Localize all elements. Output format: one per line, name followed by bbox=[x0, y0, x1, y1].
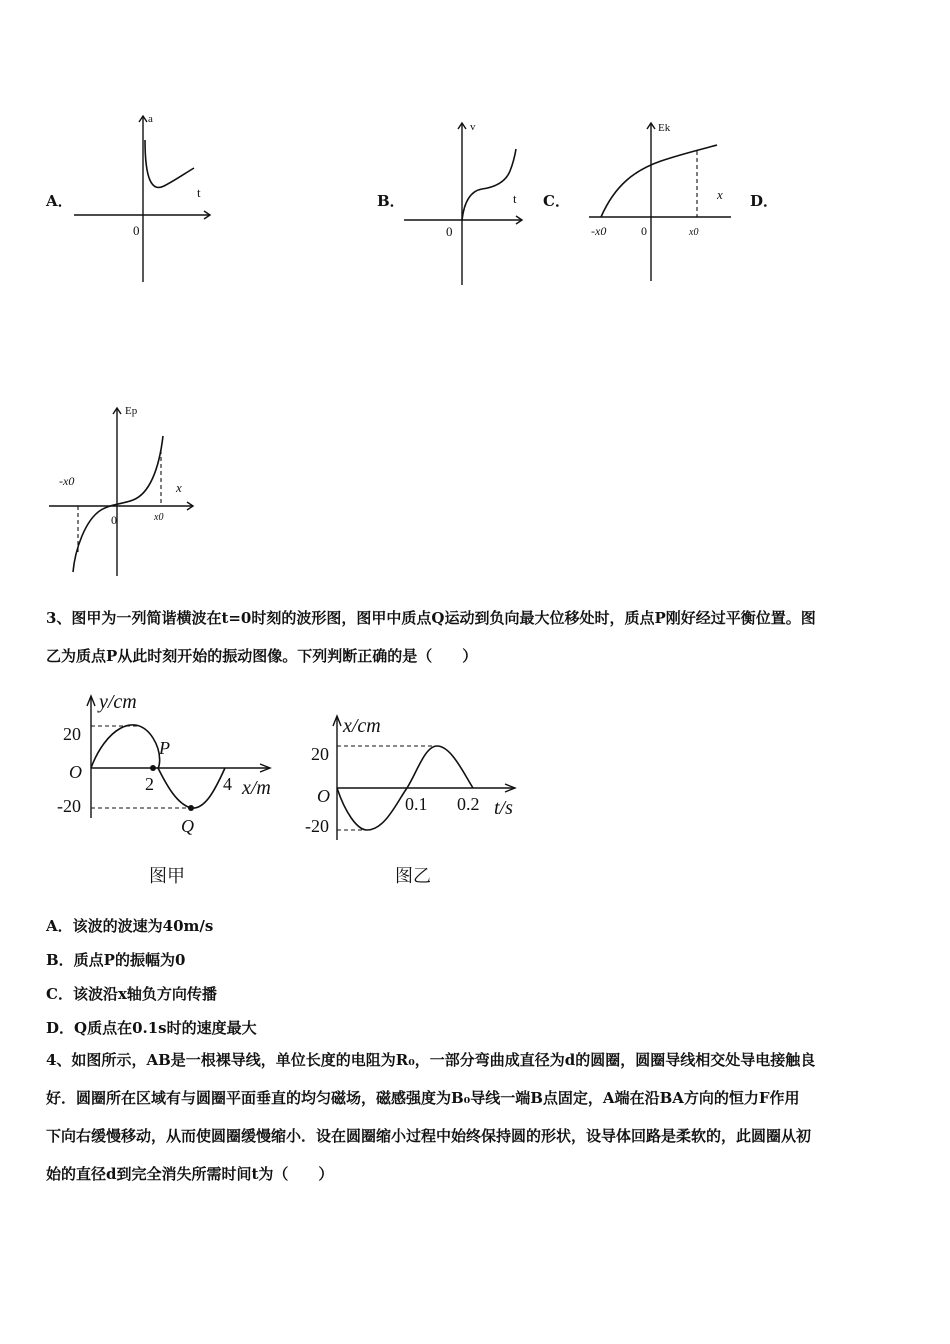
q3-choice-c: C．该波沿x轴负方向传播 bbox=[46, 985, 217, 1003]
fig-jia-xlabel: x/m bbox=[242, 777, 271, 799]
fig-jia-p: P bbox=[159, 738, 170, 758]
fig-jia-ylabel: y/cm bbox=[99, 691, 137, 713]
graph-d-origin: 0 bbox=[111, 513, 117, 527]
fig-yi-x1: 0.1 bbox=[405, 794, 428, 814]
fig-jia-origin: O bbox=[69, 762, 82, 782]
fig-yi-x2: 0.2 bbox=[457, 794, 480, 814]
graph-c-ylabel: Ek bbox=[658, 122, 671, 134]
q4-stem-line3: 下向右缓慢移动，从而使圆圈缓慢缩小．设在圆圈缩小过程中始终保持圆的形状，设导体回路是柔软的，此圆圈从初 bbox=[46, 1127, 812, 1145]
option-b-label: B． bbox=[377, 192, 405, 210]
figure-yi bbox=[305, 712, 525, 892]
graph-a-ylabel: a bbox=[148, 113, 153, 125]
fig-yi-ytop: 20 bbox=[311, 744, 329, 764]
fig-jia-x1: 2 bbox=[145, 774, 154, 794]
q4-stem-line1: 4、如图所示，AB是一根裸导线，单位长度的电阻为R₀，一部分弯曲成直径为d的圆圈，圆圈导线相交处导电接触良 bbox=[46, 1051, 816, 1069]
fig-jia-ytop: 20 bbox=[63, 724, 81, 744]
fig-jia-caption: 图甲 bbox=[149, 866, 185, 886]
q3-choice-a: A．该波的波速为40m/s bbox=[46, 917, 214, 935]
q3-choice-b: B．质点P的振幅为0 bbox=[46, 951, 186, 969]
option-c-label: C． bbox=[543, 192, 570, 210]
fig-yi-ybottom: -20 bbox=[305, 816, 329, 836]
point-p bbox=[150, 765, 156, 771]
graph-d-xlabel: x bbox=[176, 480, 182, 495]
graph-c bbox=[585, 115, 735, 285]
q3-choice-d: D．Q质点在0.1s时的速度最大 bbox=[46, 1019, 257, 1037]
fig-yi-ylabel: x/cm bbox=[343, 715, 381, 737]
graph-b-xlabel: t bbox=[513, 191, 517, 206]
graph-d bbox=[45, 400, 200, 578]
graph-c-origin: 0 bbox=[641, 224, 647, 238]
graph-d-pos: x0 bbox=[154, 512, 164, 523]
q4-stem-line2: 好．圆圈所在区域有与圆圈平面垂直的均匀磁场，磁感强度为B₀导线一端B点固定，A端在沿BA方向的恒力F作用 bbox=[46, 1089, 800, 1107]
graph-b bbox=[400, 115, 530, 290]
fig-yi-origin: O bbox=[317, 786, 330, 806]
fig-yi-caption: 图乙 bbox=[395, 866, 431, 886]
graph-b-ylabel: v bbox=[470, 121, 476, 133]
graph-a bbox=[60, 110, 220, 290]
fig-jia-q: Q bbox=[181, 816, 194, 836]
graph-d-neg: -x0 bbox=[59, 474, 75, 488]
graph-a-xlabel: t bbox=[197, 185, 201, 200]
figure-jia bbox=[55, 690, 295, 900]
option-a-label: A． bbox=[46, 192, 73, 210]
fig-yi-xlabel: t/s bbox=[494, 797, 513, 819]
graph-d-ylabel: Ep bbox=[125, 405, 138, 417]
point-q bbox=[188, 805, 194, 811]
q3-stem-line2: 乙为质点P从此时刻开始的振动图像。下列判断正确的是（ ） bbox=[46, 647, 478, 665]
fig-jia-x2: 4 bbox=[223, 774, 232, 794]
graph-a-origin: 0 bbox=[133, 223, 140, 238]
graph-c-neg: -x0 bbox=[591, 224, 607, 238]
graph-b-origin: 0 bbox=[446, 224, 453, 239]
q4-stem-line4: 始的直径d到完全消失所需时间t为（ ） bbox=[46, 1165, 334, 1183]
q3-stem-line1: 3、图甲为一列简谐横波在t=0时刻的波形图，图甲中质点Q运动到负向最大位移处时，质点P刚好经过平衡位置。图 bbox=[46, 609, 816, 627]
fig-jia-ybottom: -20 bbox=[57, 796, 81, 816]
graph-c-xlabel: x bbox=[717, 187, 723, 202]
graph-c-pos: x0 bbox=[689, 227, 699, 238]
option-d-label: D． bbox=[750, 192, 779, 210]
